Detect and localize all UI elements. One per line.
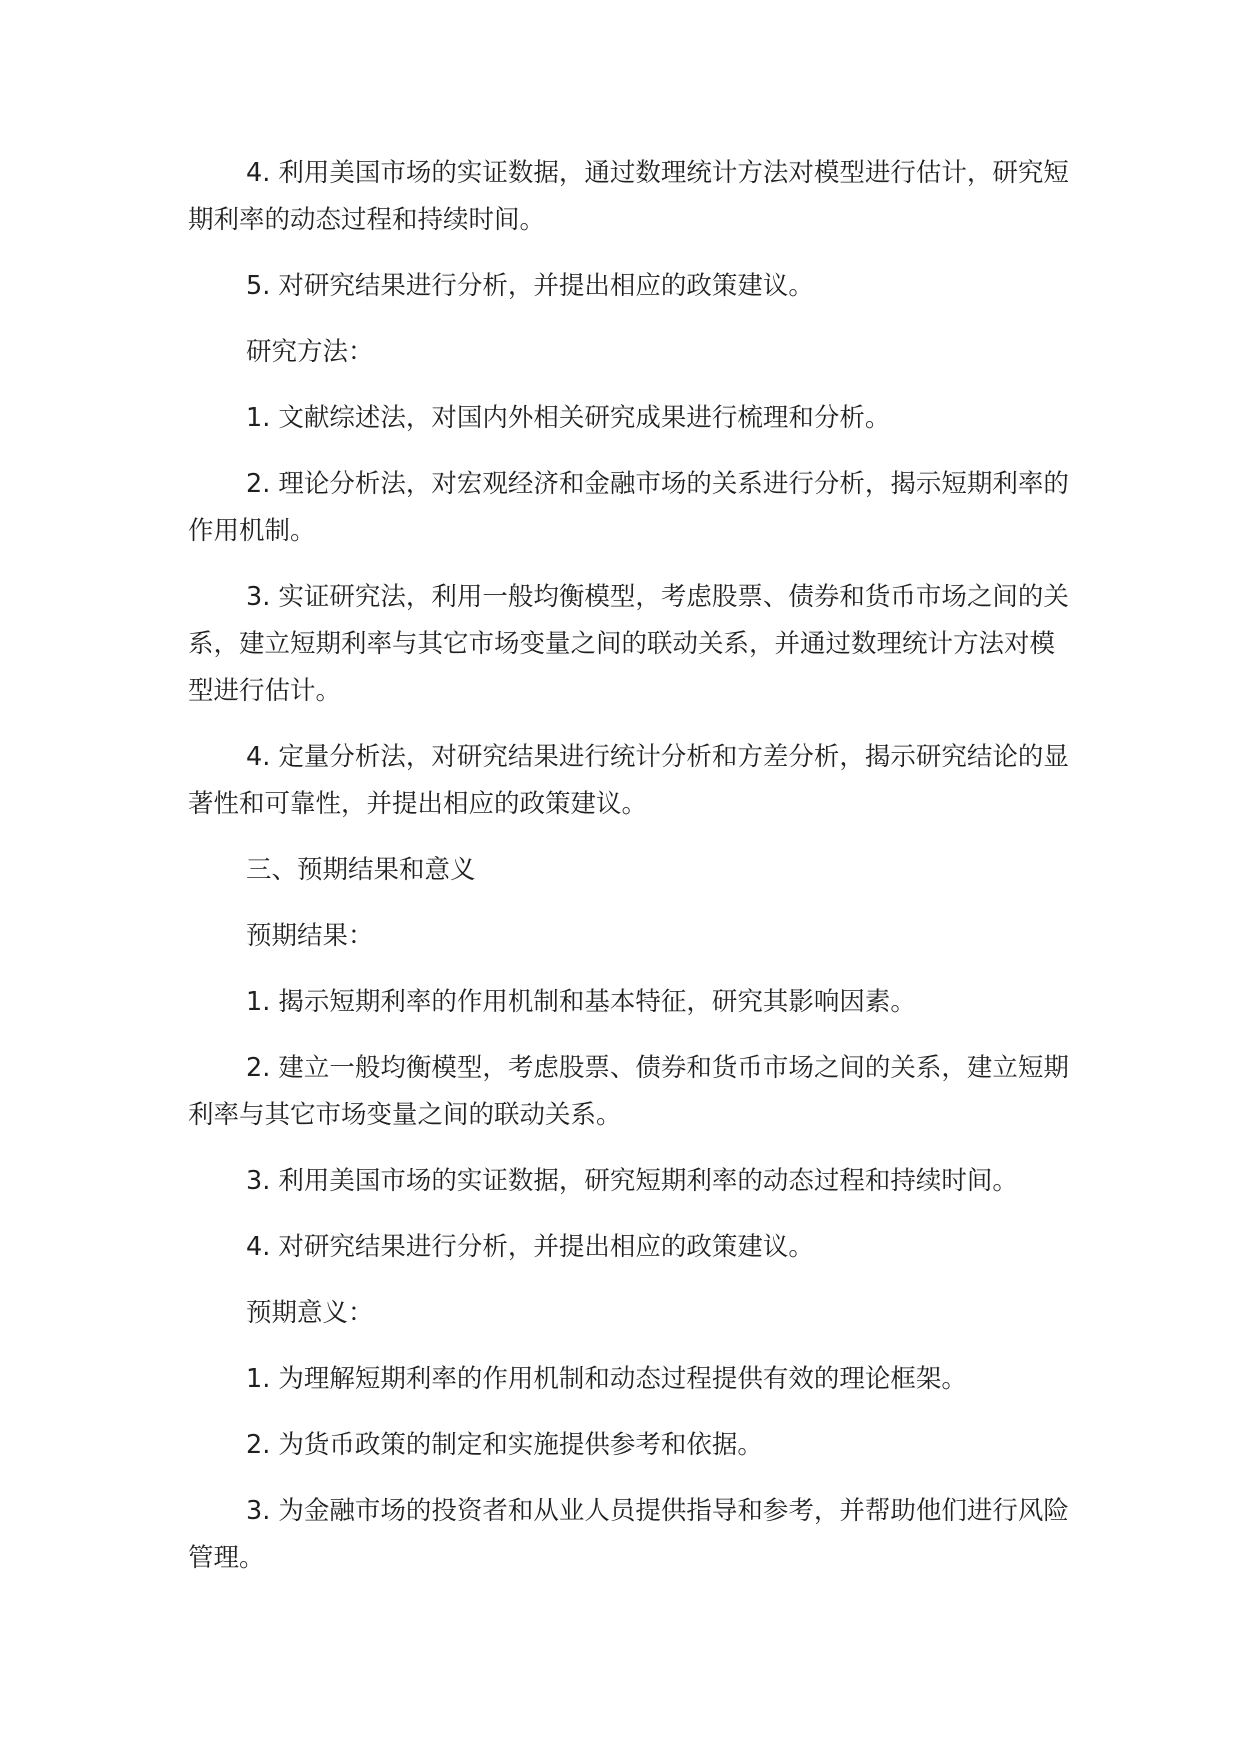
paragraph-9: 3. 利用美国市场的实证数据，研究短期利率的动态过程和持续时间。 <box>246 1166 1018 1196</box>
paragraph-8: 2. 建立一般均衡模型，考虑股票、债券和货币市场之间的关系，建立短期利率与其它市场变量之间的联动关系。 <box>188 1053 1069 1130</box>
paragraph-7: 1. 揭示短期利率的作用机制和基本特征，研究其影响因素。 <box>246 987 916 1017</box>
paragraph-10: 4. 对研究结果进行分析，并提出相应的政策建议。 <box>246 1232 814 1262</box>
paragraph-6: 4. 定量分析法，对研究结果进行统计分析和方差分析，揭示研究结论的显著性和可靠性，并提出相应的政策建议。 <box>188 742 1069 819</box>
section-heading-expected-results: 预期结果： <box>246 921 374 951</box>
paragraph-3: 1. 文献综述法，对国内外相关研究成果进行梳理和分析。 <box>246 403 891 433</box>
paragraph-12: 2. 为货币政策的制定和实施提供参考和依据。 <box>246 1430 763 1460</box>
paragraph-5: 3. 实证研究法，利用一般均衡模型，考虑股票、债券和货币市场之间的关系，建立短期利率与其它市场变量之间的联动关系，并通过数理统计方法对模型进行估计。 <box>188 582 1069 706</box>
document-body <box>188 150 1078 1601</box>
paragraph-2: 5. 对研究结果进行分析，并提出相应的政策建议。 <box>246 271 814 301</box>
section-heading-expected-significance: 预期意义： <box>246 1298 374 1328</box>
section-heading-expected-results-significance: 三、预期结果和意义 <box>246 855 476 885</box>
paragraph-4: 2. 理论分析法，对宏观经济和金融市场的关系进行分析，揭示短期利率的作用机制。 <box>188 469 1069 546</box>
paragraph-11: 1. 为理解短期利率的作用机制和动态过程提供有效的理论框架。 <box>246 1364 967 1394</box>
section-heading-research-methods: 研究方法： <box>246 337 374 367</box>
paragraph-13: 3. 为金融市场的投资者和从业人员提供指导和参考，并帮助他们进行风险管理。 <box>188 1496 1069 1573</box>
paragraph-1: 4. 利用美国市场的实证数据，通过数理统计方法对模型进行估计，研究短期利率的动态过程和持续时间。 <box>188 158 1069 235</box>
